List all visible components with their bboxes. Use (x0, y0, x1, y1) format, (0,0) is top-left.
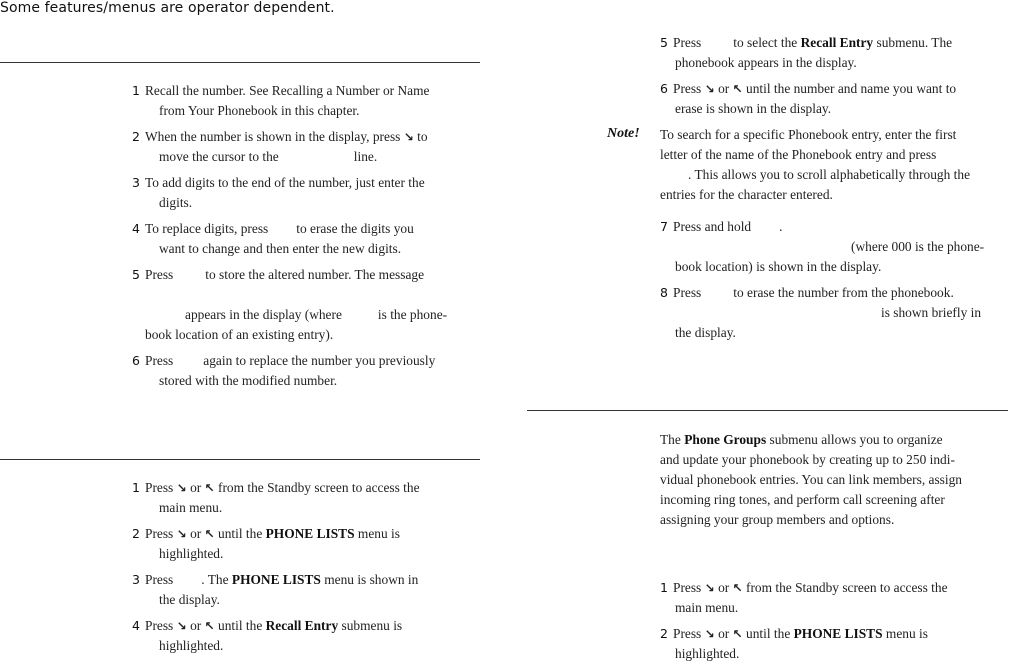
right-step-5: 5 Press to select the Recall Entry submenu. The phonebook appears in the display. (660, 35, 953, 70)
up-arrow-icon: ↖ (204, 481, 215, 495)
up-arrow-icon: ↖ (732, 581, 743, 595)
up-arrow-icon: ↖ (204, 619, 215, 633)
down-arrow-icon: ↘ (704, 627, 715, 641)
note-text: To search for a specific Phonebook entry, enter the first letter of the name of the Phonebook entry and press . This allows you to scroll alphabetically through the entries for the character entered. (660, 127, 971, 202)
right-step-6: 6 Press ↘ or ↖ until the number and name you want to erase is shown in the display. (660, 81, 957, 116)
up-arrow-icon: ↖ (732, 82, 743, 96)
left-bottom-step-2: 2 Press ↘ or ↖ until the PHONE LISTS menu is highlighted. (132, 526, 400, 561)
up-arrow-icon: ↖ (732, 627, 743, 641)
down-arrow-icon: ↘ (403, 130, 414, 144)
up-arrow-icon: ↖ (204, 527, 215, 541)
left-step-6: 6 Press again to replace the number you previously stored with the modified number. (132, 353, 436, 388)
right-bottom-step-2: 2 Press ↘ or ↖ until the PHONE LISTS menu is highlighted. (660, 626, 928, 661)
down-arrow-icon: ↘ (176, 527, 187, 541)
phone-groups-intro: The Phone Groups submenu allows you to organize and update your phonebook by creating up to 250 indi- vidual phonebook entries. You can link members, assign incoming ring tones, and perform call screening after assigning your group members and options. (660, 432, 962, 527)
left-step-3: 3 To add digits to the end of the number, just enter the digits. (132, 175, 425, 210)
left-bottom-step-4: 4 Press ↘ or ↖ until the Recall Entry submenu is highlighted. (132, 618, 403, 653)
operator-note: Some features/menus are operator dependent. (0, 0, 335, 16)
section-rule-left-bottom (0, 459, 480, 460)
note-label: Note! (607, 126, 640, 141)
down-arrow-icon: ↘ (176, 481, 187, 495)
left-step-4: 4 To replace digits, press to erase the digits you want to change and then enter the new digits. (132, 221, 414, 256)
down-arrow-icon: ↘ (176, 619, 187, 633)
left-step-5: 5 Press to store the altered number. The message appears in the display (where is the phone- book location of an existing entry). (132, 267, 448, 342)
right-bottom-step-1: 1 Press ↘ or ↖ from the Standby screen to access the main menu. (660, 580, 948, 615)
section-rule-right (527, 410, 1008, 411)
down-arrow-icon: ↘ (704, 82, 715, 96)
left-bottom-step-1: 1 Press ↘ or ↖ from the Standby screen to access the main menu. (132, 480, 420, 515)
left-step-1: 1 Recall the number. See Recalling a Number or Name from Your Phonebook in this chapter. (132, 83, 430, 118)
down-arrow-icon: ↘ (704, 581, 715, 595)
left-step-2: 2 When the number is shown in the display, press ↘ to move the cursor to the line. (132, 129, 428, 164)
right-step-8: 8 Press to erase the number from the phonebook. is shown briefly in the display. (660, 285, 982, 340)
section-rule-left-top (0, 62, 480, 63)
left-bottom-step-3: 3 Press . The PHONE LISTS menu is shown in the display. (132, 572, 419, 607)
right-step-7: 7 Press and hold . (where 000 is the phone- book location) is shown in the display. (660, 219, 985, 274)
